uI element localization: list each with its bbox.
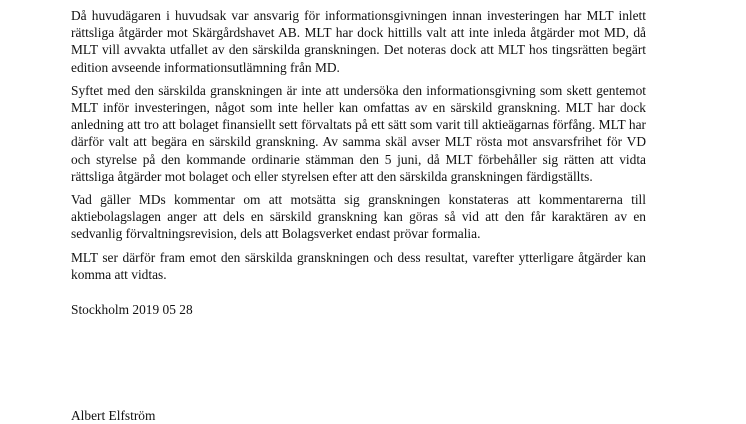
document-body — [71, 7, 646, 318]
paragraph-information-responsibility: Då huvudägaren i huvudsak var ansvarig för informationsgivningen innan investeringen har MLT inlett rättsliga åtgärder mot Skärgårdshavet AB. MLT har dock hittills valt att inte inleda åtgärder mot MD, då MLT vill avvakta utfallet av den särskilda granskningen. Det noteras dock att MLT hos tingsrätten begärt edition avseende informationsutlämning från MD. — [71, 8, 646, 75]
paragraph-conclusion: MLT ser därför fram emot den särskilda granskningen och dess resultat, varefter ytterligare åtgärder kan komma att vidtas. — [71, 249, 646, 282]
paragraph-md-comment: Vad gäller MDs kommentar om att motsätta sig granskningen konstateras att kommentarerna till aktiebolagslagen anger att dels en särskild granskning kan göras så vid att den får karaktären av en sedvanlig förvaltningsrevision, dels att Bolagsverket endast prövar formalia. — [71, 192, 646, 242]
place-and-date: Stockholm 2019 05 28 — [71, 302, 193, 318]
paragraph-purpose-of-review: Syftet med den särskilda granskningen är inte att undersöka den informationsgivning som skett gentemot MLT inför investeringen, något som inte heller kan omfattas av en särskild granskning. MLT har dock anledning att tro att bolaget finansiellt sett förvaltats på ett sätt som varit till aktieägarnas förfång. MLT har därför valt att begära en särskild granskning. Av samma skäl avser MLT rösta mot ansvarsfrihet för VD och styrelse på den kommande ordinarie stämman den 5 juni, då MLT förbehåller sig rätten att vidta rättsliga åtgärder mot bolaget och eller styrelsen efter att den särskilda granskningen färdigställts. — [71, 82, 646, 184]
signature-name: Albert Elfström — [71, 408, 156, 423]
